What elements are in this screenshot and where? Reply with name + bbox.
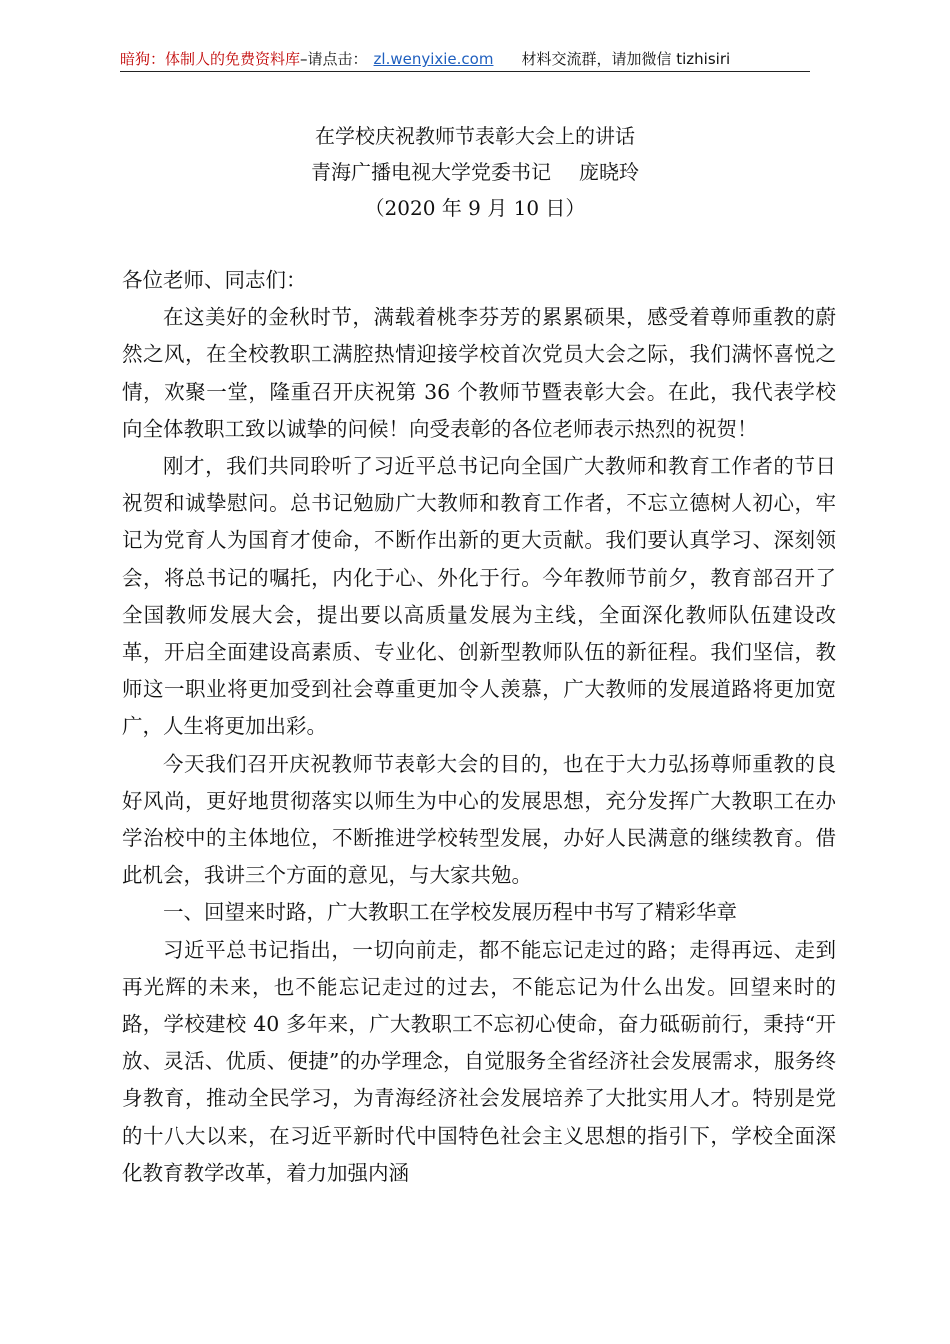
author-name: 庞晓玲	[579, 160, 639, 184]
header-divider	[120, 71, 810, 72]
paragraph: 在这美好的金秋时节，满载着桃李芬芳的累累硕果，感受着尊师重教的蔚然之风，在全校教职工满腔热情迎接学校首次党员大会之际，我们满怀喜悦之情，欢聚一堂，隆重召开庆祝第 36 个教师节暨表彰大会。在此，我代表学校向全体教职工致以诚挚的问候！向受表彰的各位老师表示热烈的祝贺！	[122, 305, 836, 441]
page-header	[120, 46, 810, 72]
author-line	[0, 154, 950, 190]
document-title: 在学校庆祝教师节表彰大会上的讲话	[315, 124, 635, 148]
header-brand: 暗狗：体制人的免费资料库	[120, 50, 301, 68]
header-prompt: –请点击：	[300, 50, 368, 68]
salutation: 各位老师、同志们：	[122, 268, 307, 292]
author-role: 青海广播电视大学党委书记	[311, 160, 551, 184]
title-block	[0, 118, 950, 226]
paragraph: 刚才，我们共同聆听了习近平总书记向全国广大教师和教育工作者的节日祝贺和诚挚慰问。总书记勉励广大教师和教育工作者，不忘立德树人初心，牢记为党育人为国育才使命，不断作出新的更大贡献。我们要认真学习、深刻领会，将总书记的嘱托，内化于心、外化于行。今年教师节前夕，教育部召开了全国教师发展大会，提出要以高质量发展为主线，全面深化教师队伍建设改革，开启全面建设高素质、专业化、创新型教师队伍的新征程。我们坚信，教师这一职业将更加受到社会尊重更加令人羡慕，广大教师的发展道路将更加宽广，人生将更加出彩。	[122, 454, 836, 739]
header-link[interactable]: zl.wenyixie.com	[373, 50, 494, 68]
header-contact: 材料交流群，请加微信 tizhisiri	[521, 50, 731, 68]
section-heading: 一、回望来时路，广大教职工在学校发展历程中书写了精彩华章	[163, 900, 737, 925]
paragraph: 习近平总书记指出，一切向前走，都不能忘记走过的路；走得再远、走到再光辉的未来，也不能忘记走过的过去，不能忘记为什么出发。回望来时的路，学校建校 40 多年来，广大教职工不忘初心使命，奋力砥砺前行，秉持“开放、灵活、优质、便捷”的办学理念，自觉服务全省经济社会发展需求，服务终身教育，推动全民学习，为青海经济社会发展培养了大批实用人才。特别是党的十八大以来，在习近平新时代中国特色社会主义思想的指引下，学校全面深化教育教学改革，着力加强内涵	[122, 937, 836, 1185]
speech-body	[122, 262, 836, 1192]
speech-date: （2020 年 9 月 10 日）	[364, 196, 586, 220]
paragraph: 今天我们召开庆祝教师节表彰大会的目的，也在于大力弘扬尊师重教的良好风尚，更好地贯彻落实以师生为中心的发展思想，充分发挥广大教职工在办学治校中的主体地位，不断推进学校转型发展，办好人民满意的继续教育。借此机会，我讲三个方面的意见，与大家共勉。	[122, 751, 836, 888]
